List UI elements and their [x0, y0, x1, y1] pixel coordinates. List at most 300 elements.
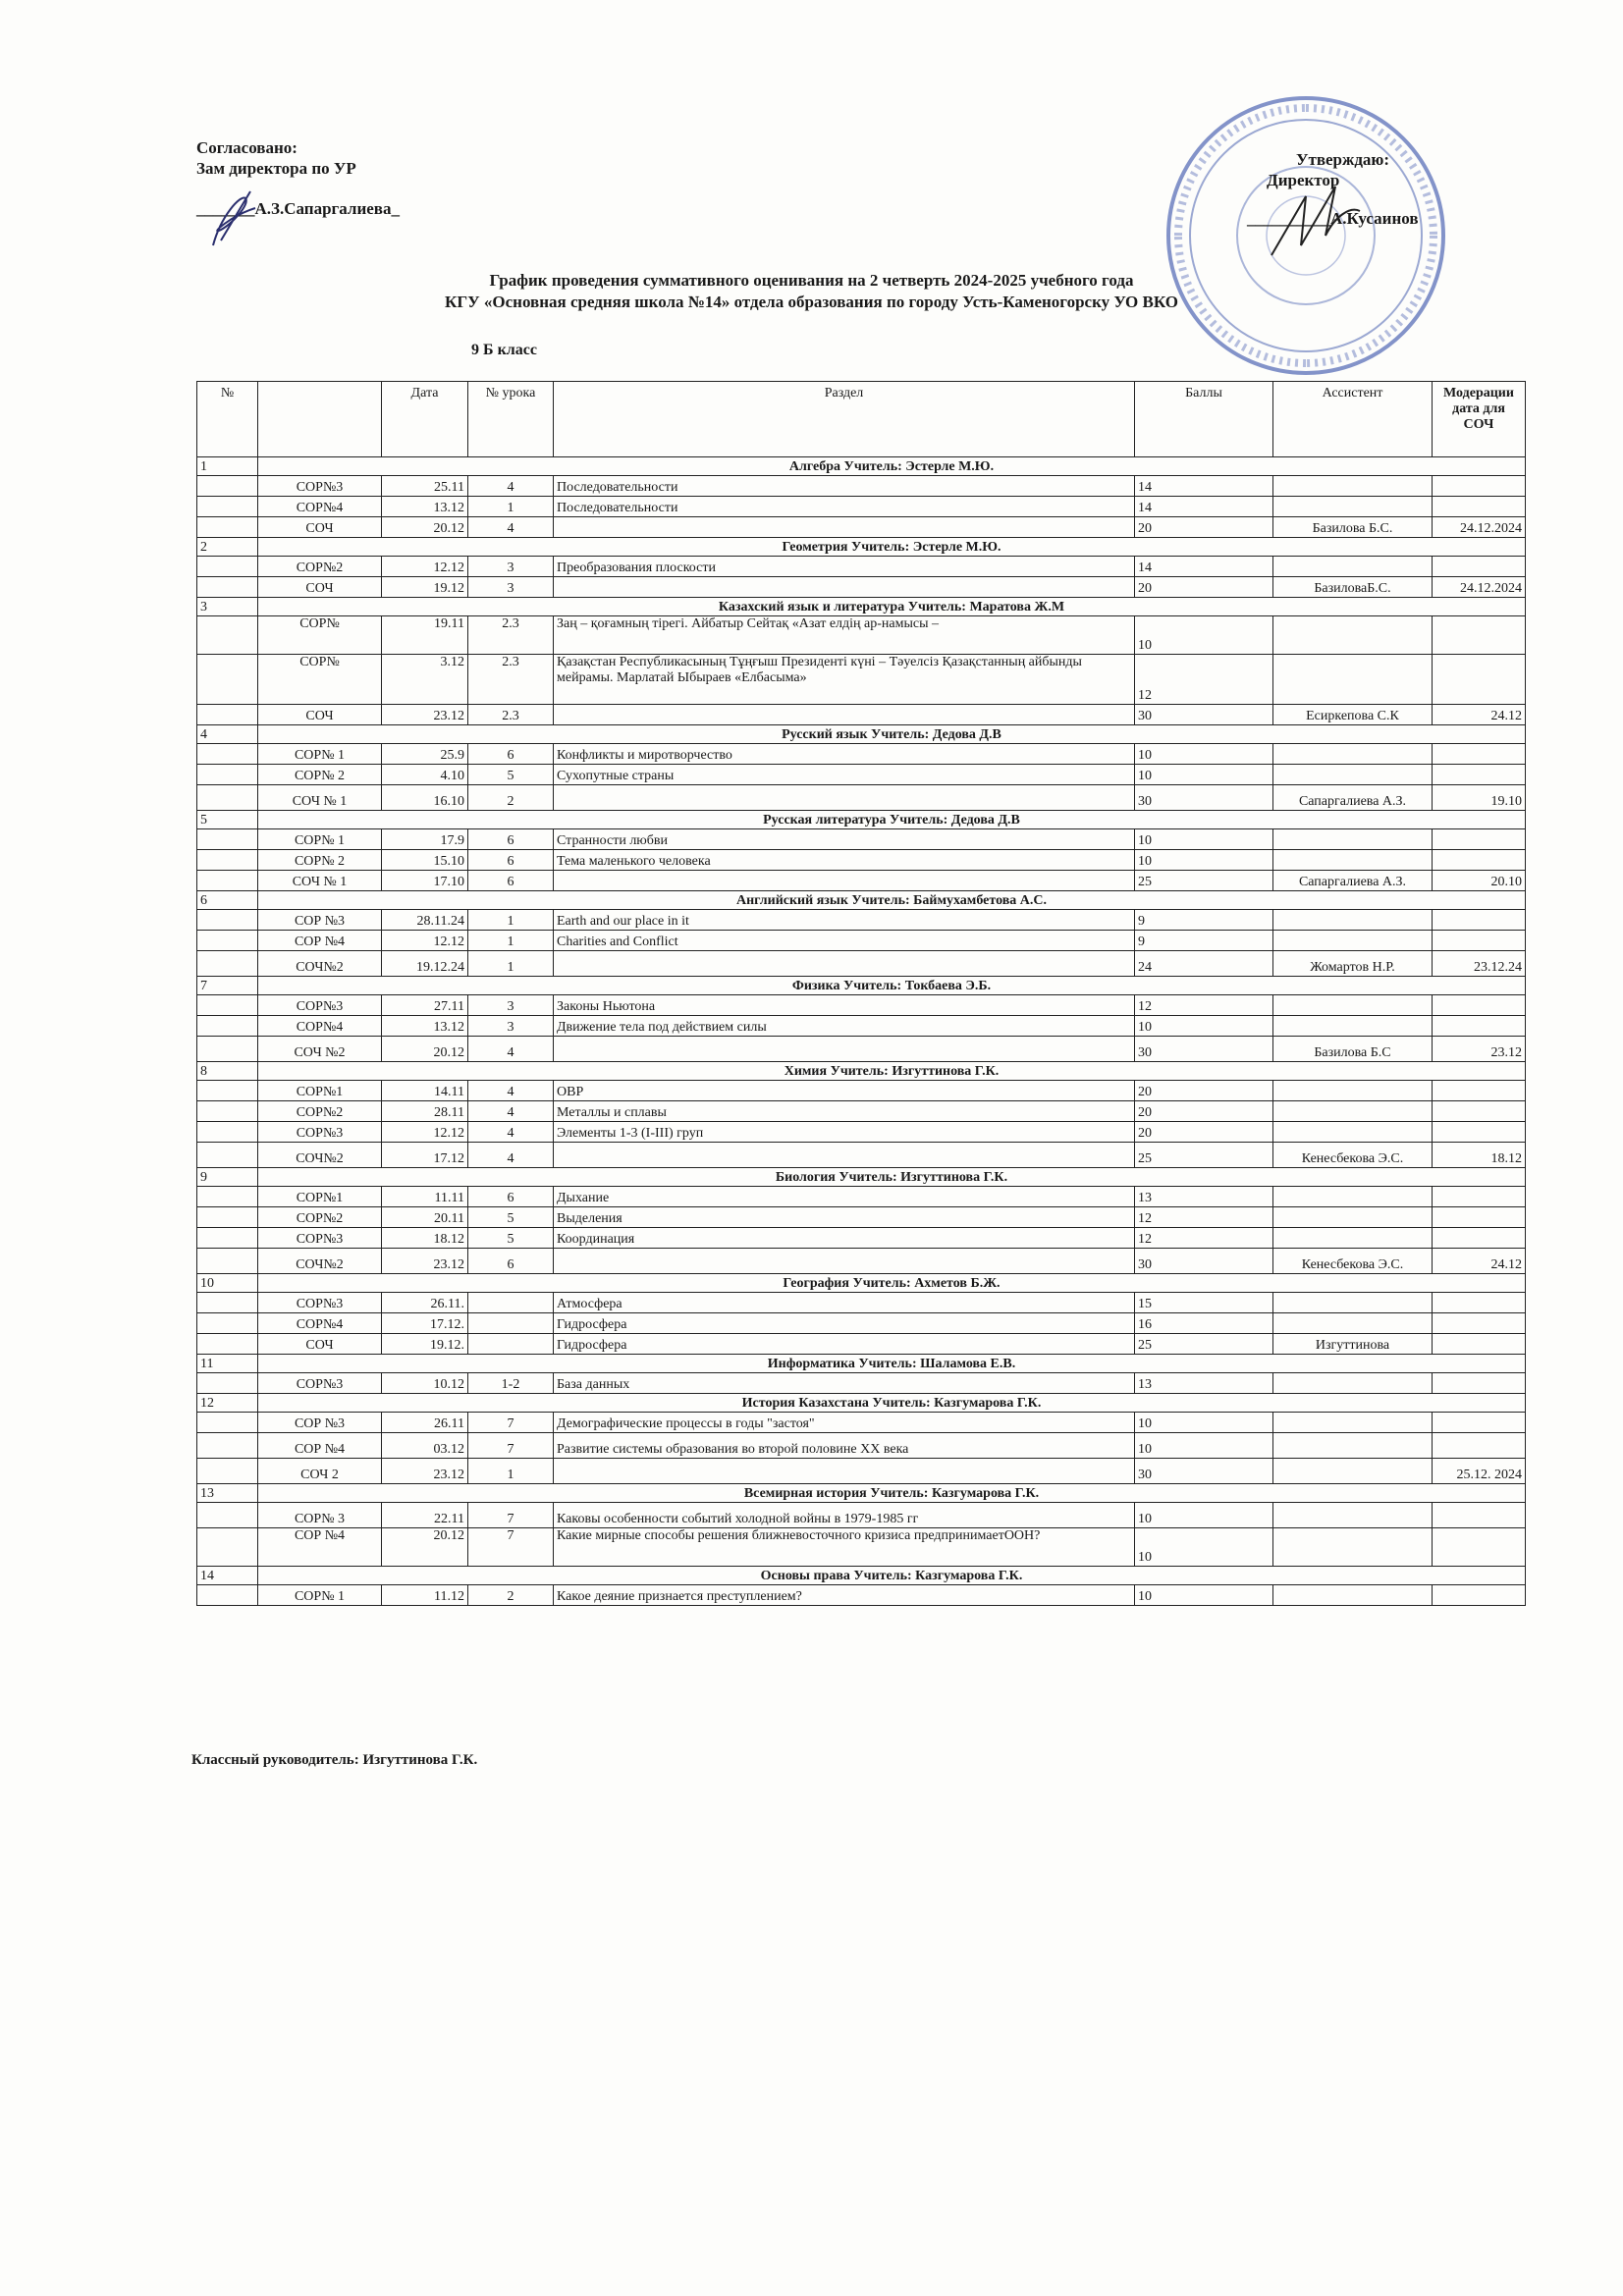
assessment-date: 26.11 — [382, 1413, 468, 1433]
section-name: Заң – қоғамның тірегі. Айбатыр Сейтақ «Азат елдің ар-намысы – — [554, 616, 1135, 655]
approved-position: Директор — [1267, 171, 1340, 189]
assessment-type: СОР №3 — [258, 1413, 382, 1433]
assessment-date: 12.12 — [382, 931, 468, 951]
blank-cell — [197, 1081, 258, 1101]
subject-number: 2 — [197, 538, 258, 557]
assessment-type: СОР№4 — [258, 497, 382, 517]
subject-row — [197, 1274, 1526, 1293]
lesson-number: 6 — [468, 1249, 554, 1274]
assessment-row — [197, 910, 1526, 931]
assessment-date: 18.12 — [382, 1228, 468, 1249]
assistant-name — [1273, 476, 1433, 497]
moderation-date: 24.12 — [1433, 1249, 1526, 1274]
assessment-type: СОР№1 — [258, 1081, 382, 1101]
moderation-date: 24.12.2024 — [1433, 517, 1526, 538]
assessment-date: 17.10 — [382, 871, 468, 891]
assessment-date: 17.12 — [382, 1143, 468, 1168]
assistant-name — [1273, 1433, 1433, 1459]
assessment-date: 14.11 — [382, 1081, 468, 1101]
section-name: Earth and our place in it — [554, 910, 1135, 931]
lesson-number: 5 — [468, 765, 554, 785]
approved-signer: __________А.Кусаинов — [1247, 209, 1419, 228]
assessment-date: 27.11 — [382, 995, 468, 1016]
assessment-row — [197, 931, 1526, 951]
blank-cell — [197, 497, 258, 517]
blank-cell — [197, 850, 258, 871]
assessment-type: СОР№2 — [258, 557, 382, 577]
lesson-number: 3 — [468, 557, 554, 577]
approved-label: Утверждаю: — [1296, 150, 1390, 169]
assessment-row — [197, 1037, 1526, 1062]
moderation-date — [1433, 1122, 1526, 1143]
assistant-name: Базилова Б.С — [1273, 1037, 1433, 1062]
section-name — [554, 1143, 1135, 1168]
lesson-number: 1 — [468, 1459, 554, 1484]
subject-title: Казахский язык и литература Учитель: Маратова Ж.М — [258, 598, 1526, 616]
moderation-date: 23.12.24 — [1433, 951, 1526, 977]
moderation-date — [1433, 1313, 1526, 1334]
section-name — [554, 1459, 1135, 1484]
section-name — [554, 577, 1135, 598]
subject-number: 8 — [197, 1062, 258, 1081]
points-value: 13 — [1135, 1373, 1273, 1394]
lesson-number: 7 — [468, 1433, 554, 1459]
assessment-row — [197, 1334, 1526, 1355]
assistant-name: Кенесбекова Э.С. — [1273, 1143, 1433, 1168]
assessment-date: 4.10 — [382, 765, 468, 785]
points-value: 30 — [1135, 1459, 1273, 1484]
header-assistant: Ассистент — [1273, 382, 1433, 457]
lesson-number: 6 — [468, 744, 554, 765]
header-moderation: Модерации дата для СОЧ — [1433, 382, 1526, 457]
section-name: ОВР — [554, 1081, 1135, 1101]
points-value: 9 — [1135, 910, 1273, 931]
points-value: 30 — [1135, 785, 1273, 811]
lesson-number: 3 — [468, 577, 554, 598]
assessment-row — [197, 1122, 1526, 1143]
assessment-row — [197, 1228, 1526, 1249]
subject-title: Алгебра Учитель: Эстерле М.Ю. — [258, 457, 1526, 476]
blank-cell — [197, 765, 258, 785]
lesson-number: 2.3 — [468, 705, 554, 725]
section-name: Преобразования плоскости — [554, 557, 1135, 577]
blank-cell — [197, 931, 258, 951]
assistant-name: Жомартов Н.Р. — [1273, 951, 1433, 977]
points-value: 30 — [1135, 1249, 1273, 1274]
assessment-type: СОР №4 — [258, 931, 382, 951]
subject-number: 13 — [197, 1484, 258, 1503]
moderation-date — [1433, 557, 1526, 577]
assessment-type: СОР№3 — [258, 1122, 382, 1143]
subject-row — [197, 977, 1526, 995]
assessment-date: 11.11 — [382, 1187, 468, 1207]
assessment-date: 11.12 — [382, 1585, 468, 1606]
assistant-name: Кенесбекова Э.С. — [1273, 1249, 1433, 1274]
assessment-date: 22.11 — [382, 1503, 468, 1528]
header-type — [258, 382, 382, 457]
lesson-number: 3 — [468, 1016, 554, 1037]
assistant-name — [1273, 744, 1433, 765]
blank-cell — [197, 951, 258, 977]
assistant-name — [1273, 1313, 1433, 1334]
blank-cell — [197, 1293, 258, 1313]
assessment-row — [197, 850, 1526, 871]
blank-cell — [197, 829, 258, 850]
assistant-name — [1273, 995, 1433, 1016]
moderation-date — [1433, 910, 1526, 931]
moderation-date — [1433, 1585, 1526, 1606]
lesson-number: 5 — [468, 1228, 554, 1249]
moderation-date — [1433, 476, 1526, 497]
lesson-number: 6 — [468, 850, 554, 871]
assessment-type: СОР №4 — [258, 1528, 382, 1567]
subject-number: 10 — [197, 1274, 258, 1293]
assessment-row — [197, 785, 1526, 811]
blank-cell — [197, 1143, 258, 1168]
assessment-row — [197, 1433, 1526, 1459]
lesson-number — [468, 1313, 554, 1334]
assessment-date: 20.12 — [382, 517, 468, 538]
assessment-row — [197, 951, 1526, 977]
assessment-row — [197, 1187, 1526, 1207]
assessment-row — [197, 577, 1526, 598]
moderation-date: 24.12 — [1433, 705, 1526, 725]
subject-number: 11 — [197, 1355, 258, 1373]
points-value: 10 — [1135, 829, 1273, 850]
subject-row — [197, 725, 1526, 744]
assessment-date: 13.12 — [382, 497, 468, 517]
header-num: № — [197, 382, 258, 457]
assessment-type: СОЧ — [258, 1334, 382, 1355]
lesson-number: 3 — [468, 995, 554, 1016]
blank-cell — [197, 995, 258, 1016]
lesson-number: 7 — [468, 1528, 554, 1567]
points-value: 30 — [1135, 1037, 1273, 1062]
assessment-type: СОЧ №2 — [258, 1037, 382, 1062]
assistant-name — [1273, 557, 1433, 577]
moderation-date — [1433, 1334, 1526, 1355]
assistant-name — [1273, 1122, 1433, 1143]
approval-signer: _______А.З.Сапаргалиева_ — [196, 199, 400, 218]
lesson-number: 4 — [468, 1101, 554, 1122]
assistant-name — [1273, 1413, 1433, 1433]
assessment-row — [197, 476, 1526, 497]
points-value: 20 — [1135, 1101, 1273, 1122]
assessment-row — [197, 871, 1526, 891]
subject-title: Геометрия Учитель: Эстерле М.Ю. — [258, 538, 1526, 557]
assessment-date: 19.11 — [382, 616, 468, 655]
assessment-row — [197, 1293, 1526, 1313]
moderation-date — [1433, 931, 1526, 951]
assessment-row — [197, 744, 1526, 765]
subject-title: Русский язык Учитель: Дедова Д.В — [258, 725, 1526, 744]
blank-cell — [197, 1585, 258, 1606]
lesson-number: 6 — [468, 1187, 554, 1207]
lesson-number: 4 — [468, 1122, 554, 1143]
assessment-row — [197, 1207, 1526, 1228]
points-value: 16 — [1135, 1313, 1273, 1334]
subject-number: 7 — [197, 977, 258, 995]
assessment-type: СОР№ 2 — [258, 850, 382, 871]
subject-number: 9 — [197, 1168, 258, 1187]
lesson-number: 4 — [468, 476, 554, 497]
blank-cell — [197, 871, 258, 891]
points-value: 24 — [1135, 951, 1273, 977]
assessment-type: СОЧ — [258, 705, 382, 725]
section-name: Металлы и сплавы — [554, 1101, 1135, 1122]
points-value: 13 — [1135, 1187, 1273, 1207]
moderation-date — [1433, 1528, 1526, 1567]
section-name — [554, 871, 1135, 891]
subject-title: Всемирная история Учитель: Казгумарова Г.К. — [258, 1484, 1526, 1503]
assessment-row — [197, 1249, 1526, 1274]
assessment-row — [197, 705, 1526, 725]
section-name: Какое деяние признается преступлением? — [554, 1585, 1135, 1606]
assessment-type: СОЧ№2 — [258, 1143, 382, 1168]
assessment-type: СОР№ — [258, 616, 382, 655]
section-name: База данных — [554, 1373, 1135, 1394]
points-value: 30 — [1135, 705, 1273, 725]
points-value: 10 — [1135, 1413, 1273, 1433]
subject-title: Русская литература Учитель: Дедова Д.В — [258, 811, 1526, 829]
assessment-type: СОР№ 1 — [258, 744, 382, 765]
moderation-date — [1433, 1293, 1526, 1313]
assessment-date: 16.10 — [382, 785, 468, 811]
assistant-name — [1273, 829, 1433, 850]
assistant-name — [1273, 1016, 1433, 1037]
assessment-date: 25.9 — [382, 744, 468, 765]
points-value: 25 — [1135, 1334, 1273, 1355]
blank-cell — [197, 1334, 258, 1355]
subject-row — [197, 1394, 1526, 1413]
subject-number: 14 — [197, 1567, 258, 1585]
assessment-type: СОР№ 2 — [258, 765, 382, 785]
section-name: Координация — [554, 1228, 1135, 1249]
assessment-type: СОР№2 — [258, 1207, 382, 1228]
assistant-name — [1273, 1187, 1433, 1207]
blank-cell — [197, 1373, 258, 1394]
moderation-date — [1433, 1433, 1526, 1459]
assessment-type: СОР№ 1 — [258, 1585, 382, 1606]
assistant-name: Сапаргалиева А.З. — [1273, 871, 1433, 891]
points-value: 12 — [1135, 655, 1273, 705]
assessment-type: СОР№ 3 — [258, 1503, 382, 1528]
lesson-number: 2 — [468, 1585, 554, 1606]
assessment-row — [197, 829, 1526, 850]
subject-number: 4 — [197, 725, 258, 744]
assessment-type: СОР №4 — [258, 1433, 382, 1459]
section-name: Выделения — [554, 1207, 1135, 1228]
assessment-type: СОР№4 — [258, 1016, 382, 1037]
subject-number: 3 — [197, 598, 258, 616]
assessment-type: СОР№3 — [258, 1228, 382, 1249]
assessment-type: СОР№1 — [258, 1187, 382, 1207]
header-section: Раздел — [554, 382, 1135, 457]
assessment-type: СОР№3 — [258, 1293, 382, 1313]
assessment-date: 17.9 — [382, 829, 468, 850]
assessment-date: 19.12.24 — [382, 951, 468, 977]
section-name: Дыхание — [554, 1187, 1135, 1207]
blank-cell — [197, 1101, 258, 1122]
assistant-name — [1273, 850, 1433, 871]
subject-row — [197, 891, 1526, 910]
assistant-name — [1273, 910, 1433, 931]
section-name: Какие мирные способы решения ближневосточного кризиса предпринимаетООН? — [554, 1528, 1135, 1567]
assessment-row — [197, 995, 1526, 1016]
moderation-date — [1433, 1016, 1526, 1037]
moderation-date — [1433, 616, 1526, 655]
moderation-date: 23.12 — [1433, 1037, 1526, 1062]
moderation-date — [1433, 1503, 1526, 1528]
assessment-type: СОЧ 2 — [258, 1459, 382, 1484]
points-value: 20 — [1135, 1122, 1273, 1143]
moderation-date: 20.10 — [1433, 871, 1526, 891]
lesson-number: 1-2 — [468, 1373, 554, 1394]
blank-cell — [197, 557, 258, 577]
assistant-name: Сапаргалиева А.З. — [1273, 785, 1433, 811]
moderation-date — [1433, 995, 1526, 1016]
section-name: Гидросфера — [554, 1334, 1135, 1355]
points-value: 12 — [1135, 1207, 1273, 1228]
signature-right — [1267, 177, 1365, 265]
moderation-date — [1433, 1081, 1526, 1101]
points-value: 25 — [1135, 1143, 1273, 1168]
subject-row — [197, 1168, 1526, 1187]
section-name: Последовательности — [554, 476, 1135, 497]
moderation-date — [1433, 765, 1526, 785]
assessment-row — [197, 1585, 1526, 1606]
points-value: 20 — [1135, 1081, 1273, 1101]
points-value: 15 — [1135, 1293, 1273, 1313]
assessment-date: 23.12 — [382, 705, 468, 725]
lesson-number: 4 — [468, 517, 554, 538]
points-value: 20 — [1135, 517, 1273, 538]
blank-cell — [197, 616, 258, 655]
lesson-number: 4 — [468, 1037, 554, 1062]
section-name: Сухопутные страны — [554, 765, 1135, 785]
lesson-number: 5 — [468, 1207, 554, 1228]
assessment-date: 28.11.24 — [382, 910, 468, 931]
assistant-name — [1273, 497, 1433, 517]
table-body — [197, 457, 1526, 1606]
assessment-date: 15.10 — [382, 850, 468, 871]
blank-cell — [197, 1037, 258, 1062]
header-points: Баллы — [1135, 382, 1273, 457]
approval-position: Зам директора по УР — [196, 159, 356, 178]
title-line-2: КГУ «Основная средняя школа №14» отдела образования по городу Усть-Каменогорску УО ВКО — [445, 293, 1178, 311]
moderation-date — [1433, 829, 1526, 850]
assistant-name — [1273, 655, 1433, 705]
assistant-name — [1273, 1528, 1433, 1567]
assessment-date: 12.12 — [382, 1122, 468, 1143]
lesson-number: 2.3 — [468, 655, 554, 705]
blank-cell — [197, 1413, 258, 1433]
points-value: 12 — [1135, 1228, 1273, 1249]
lesson-number: 7 — [468, 1413, 554, 1433]
assessment-date: 3.12 — [382, 655, 468, 705]
section-name: Последовательности — [554, 497, 1135, 517]
section-name — [554, 517, 1135, 538]
assistant-name — [1273, 1081, 1433, 1101]
points-value: 10 — [1135, 1528, 1273, 1567]
blank-cell — [197, 1228, 258, 1249]
subject-title: География Учитель: Ахметов Б.Ж. — [258, 1274, 1526, 1293]
assessment-type: СОР№3 — [258, 1373, 382, 1394]
moderation-date: 25.12. 2024 — [1433, 1459, 1526, 1484]
assessment-row — [197, 1503, 1526, 1528]
assessment-type: СОЧ № 1 — [258, 871, 382, 891]
assessment-date: 20.12 — [382, 1037, 468, 1062]
lesson-number: 1 — [468, 910, 554, 931]
subject-row — [197, 1484, 1526, 1503]
points-value: 20 — [1135, 577, 1273, 598]
assessment-date: 20.11 — [382, 1207, 468, 1228]
points-value: 14 — [1135, 476, 1273, 497]
subject-row — [197, 457, 1526, 476]
header-lesson: № урока — [468, 382, 554, 457]
subject-row — [197, 598, 1526, 616]
header-date: Дата — [382, 382, 468, 457]
assistant-name — [1273, 1207, 1433, 1228]
section-name — [554, 785, 1135, 811]
blank-cell — [197, 517, 258, 538]
assessment-type: СОЧ№2 — [258, 951, 382, 977]
lesson-number: 6 — [468, 829, 554, 850]
assessment-date: 13.12 — [382, 1016, 468, 1037]
assessment-date: 17.12. — [382, 1313, 468, 1334]
moderation-date: 24.12.2024 — [1433, 577, 1526, 598]
lesson-number: 2.3 — [468, 616, 554, 655]
class-label: 9 Б класс — [471, 342, 537, 358]
blank-cell — [197, 744, 258, 765]
assessment-row — [197, 1101, 1526, 1122]
subject-number: 12 — [197, 1394, 258, 1413]
subject-row — [197, 811, 1526, 829]
assessment-row — [197, 1373, 1526, 1394]
points-value: 10 — [1135, 1503, 1273, 1528]
moderation-date — [1433, 1101, 1526, 1122]
assistant-name — [1273, 616, 1433, 655]
assessment-date: 12.12 — [382, 557, 468, 577]
blank-cell — [197, 1187, 258, 1207]
assistant-name: Базилова Б.С. — [1273, 517, 1433, 538]
moderation-date — [1433, 1187, 1526, 1207]
moderation-date — [1433, 655, 1526, 705]
moderation-date — [1433, 1207, 1526, 1228]
moderation-date — [1433, 1413, 1526, 1433]
moderation-date — [1433, 497, 1526, 517]
subject-title: История Казахстана Учитель: Казгумарова Г.К. — [258, 1394, 1526, 1413]
moderation-date: 18.12 — [1433, 1143, 1526, 1168]
blank-cell — [197, 1016, 258, 1037]
section-name: Қазақстан Республикасының Тұңғыш Президенті күні – Тәуелсіз Қазақстанның айбынды мейрамы. Марлатай Ыбыраев «Елбасыма» — [554, 655, 1135, 705]
assessment-row — [197, 1459, 1526, 1484]
assessment-type: СОЧ № 1 — [258, 785, 382, 811]
section-name — [554, 1037, 1135, 1062]
assistant-name — [1273, 1228, 1433, 1249]
lesson-number: 4 — [468, 1081, 554, 1101]
subject-row — [197, 1355, 1526, 1373]
section-name: Гидросфера — [554, 1313, 1135, 1334]
blank-cell — [197, 1503, 258, 1528]
points-value: 10 — [1135, 616, 1273, 655]
assessment-date: 03.12 — [382, 1433, 468, 1459]
points-value: 9 — [1135, 931, 1273, 951]
subject-title: Биология Учитель: Изгуттинова Г.К. — [258, 1168, 1526, 1187]
section-name: Каковы особенности событий холодной войны в 1979-1985 гг — [554, 1503, 1135, 1528]
section-name: Конфликты и миротворчество — [554, 744, 1135, 765]
approval-label: Согласовано: — [196, 138, 298, 157]
